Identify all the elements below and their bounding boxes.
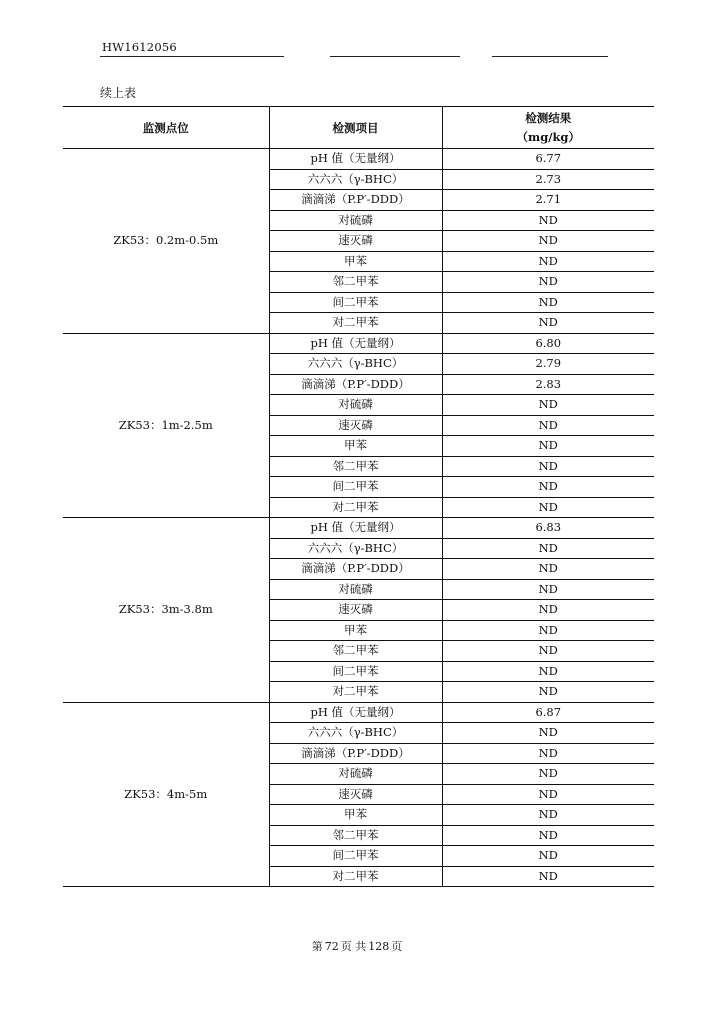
test-result: ND [442,743,654,764]
test-item: 六六六（γ-BHC） [269,538,442,559]
test-result: 2.73 [442,169,654,190]
test-item: 甲苯 [269,251,442,272]
test-result: ND [442,210,654,231]
header-result-unit: （mg/kg） [516,130,580,144]
monitoring-point: ZK53：0.2m-0.5m [63,149,269,334]
test-result: ND [442,579,654,600]
results-body [63,149,654,887]
test-item: 滴滴涕（P.P′-DDD） [269,190,442,211]
test-item: 对二甲苯 [269,497,442,518]
test-item: 滴滴涕（P.P′-DDD） [269,559,442,580]
test-item: 间二甲苯 [269,661,442,682]
test-result: ND [442,436,654,457]
monitoring-point: ZK53：4m-5m [63,702,269,887]
test-item: 滴滴涕（P.P′-DDD） [269,374,442,395]
test-item: 邻二甲苯 [269,456,442,477]
results-table [63,106,654,887]
test-result: 6.87 [442,702,654,723]
test-item: 六六六（γ-BHC） [269,723,442,744]
test-result: ND [442,272,654,293]
footer-page-number: 72 [324,940,339,953]
test-item: 间二甲苯 [269,292,442,313]
test-result: 2.79 [442,354,654,375]
header-rule [330,56,460,57]
test-item: 对二甲苯 [269,682,442,703]
test-item: 六六六（γ-BHC） [269,169,442,190]
test-item: pH 值（无量纲） [269,518,442,539]
table-row [63,702,654,723]
footer-total-pages: 128 [368,940,390,953]
test-item: 邻二甲苯 [269,825,442,846]
test-result: 6.83 [442,518,654,539]
test-result: ND [442,641,654,662]
test-item: 甲苯 [269,805,442,826]
monitoring-point: ZK53：1m-2.5m [63,333,269,518]
test-result: ND [442,620,654,641]
test-result: ND [442,538,654,559]
header-result-label: 检测结果 [525,111,572,125]
test-item: 对硫磷 [269,395,442,416]
test-result: ND [442,805,654,826]
header-rule [100,56,284,57]
test-item: pH 值（无量纲） [269,149,442,170]
test-item: 间二甲苯 [269,846,442,867]
test-item: 间二甲苯 [269,477,442,498]
test-result: ND [442,456,654,477]
test-item: pH 值（无量纲） [269,333,442,354]
test-result: ND [442,764,654,785]
test-result: ND [442,251,654,272]
test-item: 对二甲苯 [269,866,442,887]
test-result: ND [442,784,654,805]
test-item: 对硫磷 [269,210,442,231]
test-result: ND [442,723,654,744]
test-result: ND [442,682,654,703]
test-result: ND [442,497,654,518]
footer-suffix: 页 [391,940,403,953]
test-result: ND [442,477,654,498]
test-result: ND [442,661,654,682]
test-result: ND [442,415,654,436]
footer-middle: 页 共 [340,940,367,953]
test-result: 6.80 [442,333,654,354]
table-row [63,518,654,539]
test-result: ND [442,292,654,313]
test-result: 6.77 [442,149,654,170]
test-result: ND [442,866,654,887]
header-point: 监测点位 [63,107,269,149]
table-header-row [63,107,654,149]
monitoring-point: ZK53：3m-3.8m [63,518,269,703]
table-row [63,149,654,170]
test-result: ND [442,395,654,416]
test-item: 速灭磷 [269,231,442,252]
test-item: 邻二甲苯 [269,272,442,293]
footer-prefix: 第 [311,940,323,953]
test-result: ND [442,846,654,867]
header-item: 检测项目 [269,107,442,149]
table-row [63,333,654,354]
test-item: 邻二甲苯 [269,641,442,662]
test-result: 2.83 [442,374,654,395]
test-item: 对硫磷 [269,579,442,600]
page-footer [0,938,714,954]
test-result: ND [442,825,654,846]
report-number: HW1612056 [102,40,177,54]
test-item: 速灭磷 [269,784,442,805]
test-result: ND [442,231,654,252]
header-rule [492,56,608,57]
test-result: ND [442,600,654,621]
continued-label: 续上表 [100,86,137,100]
test-result: ND [442,313,654,334]
test-item: 对硫磷 [269,764,442,785]
test-item: 甲苯 [269,436,442,457]
test-item: 速灭磷 [269,600,442,621]
test-item: 甲苯 [269,620,442,641]
test-item: pH 值（无量纲） [269,702,442,723]
test-item: 滴滴涕（P.P′-DDD） [269,743,442,764]
test-item: 六六六（γ-BHC） [269,354,442,375]
test-item: 速灭磷 [269,415,442,436]
test-item: 对二甲苯 [269,313,442,334]
test-result: 2.71 [442,190,654,211]
header-result [442,107,654,149]
test-result: ND [442,559,654,580]
